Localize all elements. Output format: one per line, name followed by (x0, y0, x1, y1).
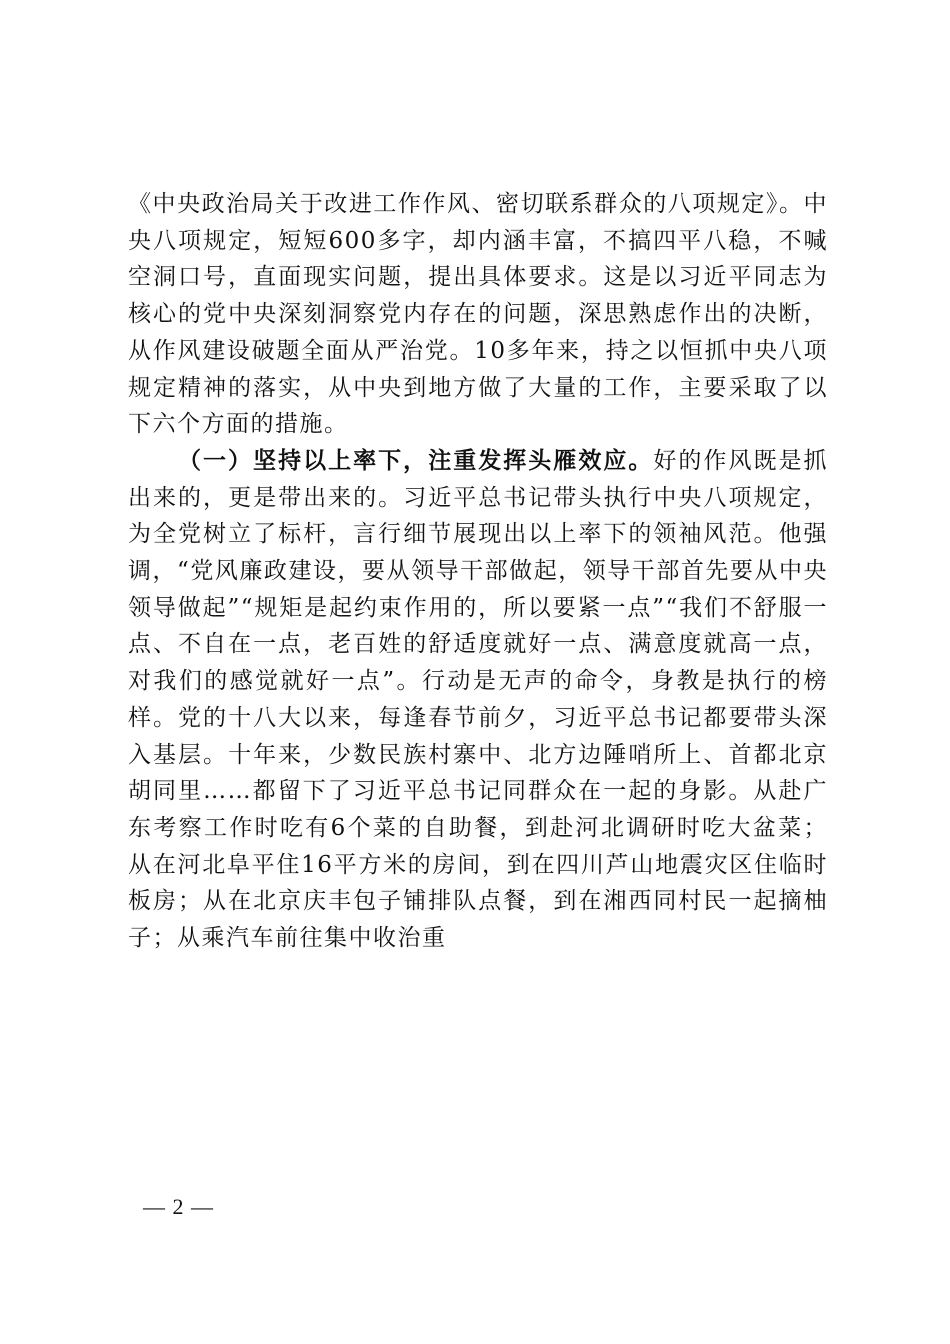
paragraph-1: 《中央政治局关于改进工作作风、密切联系群众的八项规定》。中央八项规定，短短600多字，却内涵丰富，不搞四平八稳，不喊空洞口号，直面现实问题，提出具体要求。这是以习近平同志为核心的党中央深刻洞察党内存在的问题，深思熟虑作出的决断，从作风建设破题全面从严治党。10多年来，持之以恒抓中央八项规定精神的落实，从中央到地方做了大量的工作，主要采取了以下六个方面的措施。 (128, 191, 828, 438)
document-body (128, 186, 828, 957)
paragraph-2 (128, 443, 828, 957)
page-number: — 2 — (143, 1194, 214, 1219)
section-heading: （一）坚持以上率下，注重发挥头雁效应。 (178, 446, 654, 474)
paragraph-2-body: 好的作风既是抓出来的，更是带出来的。习近平总书记带头执行中央八项规定，为全党树立了标杆，言行细节展现出以上率下的领袖风范。他强调，“党风廉政建设，要从领导干部做起，领导干部首先要从中央领导做起”“规矩是起约束作用的，所以要紧一点”“我们不舒服一点、不自在一点，老百姓的舒适度就好一点、满意度就高一点，对我们的感觉就好一点”。行动是无声的命令，身教是执行的榜样。党的十八大以来，每逢春节前夕，习近平总书记都要带头深入基层。十年来，少数民族村寨中、北方边陲哨所上、首都北京胡同里……都留下了习近平总书记同群众在一起的身影。从赴广东考察工作时吃有6个菜的自助餐，到赴河北调研时吃大盆菜；从在河北阜平住16平方米的房间，到在四川芦山地震灾区住临时板房；从在北京庆丰包子铺排队点餐，到在湘西同村民一起摘柚子；从乘汽车前往集中收治重 (128, 447, 829, 952)
